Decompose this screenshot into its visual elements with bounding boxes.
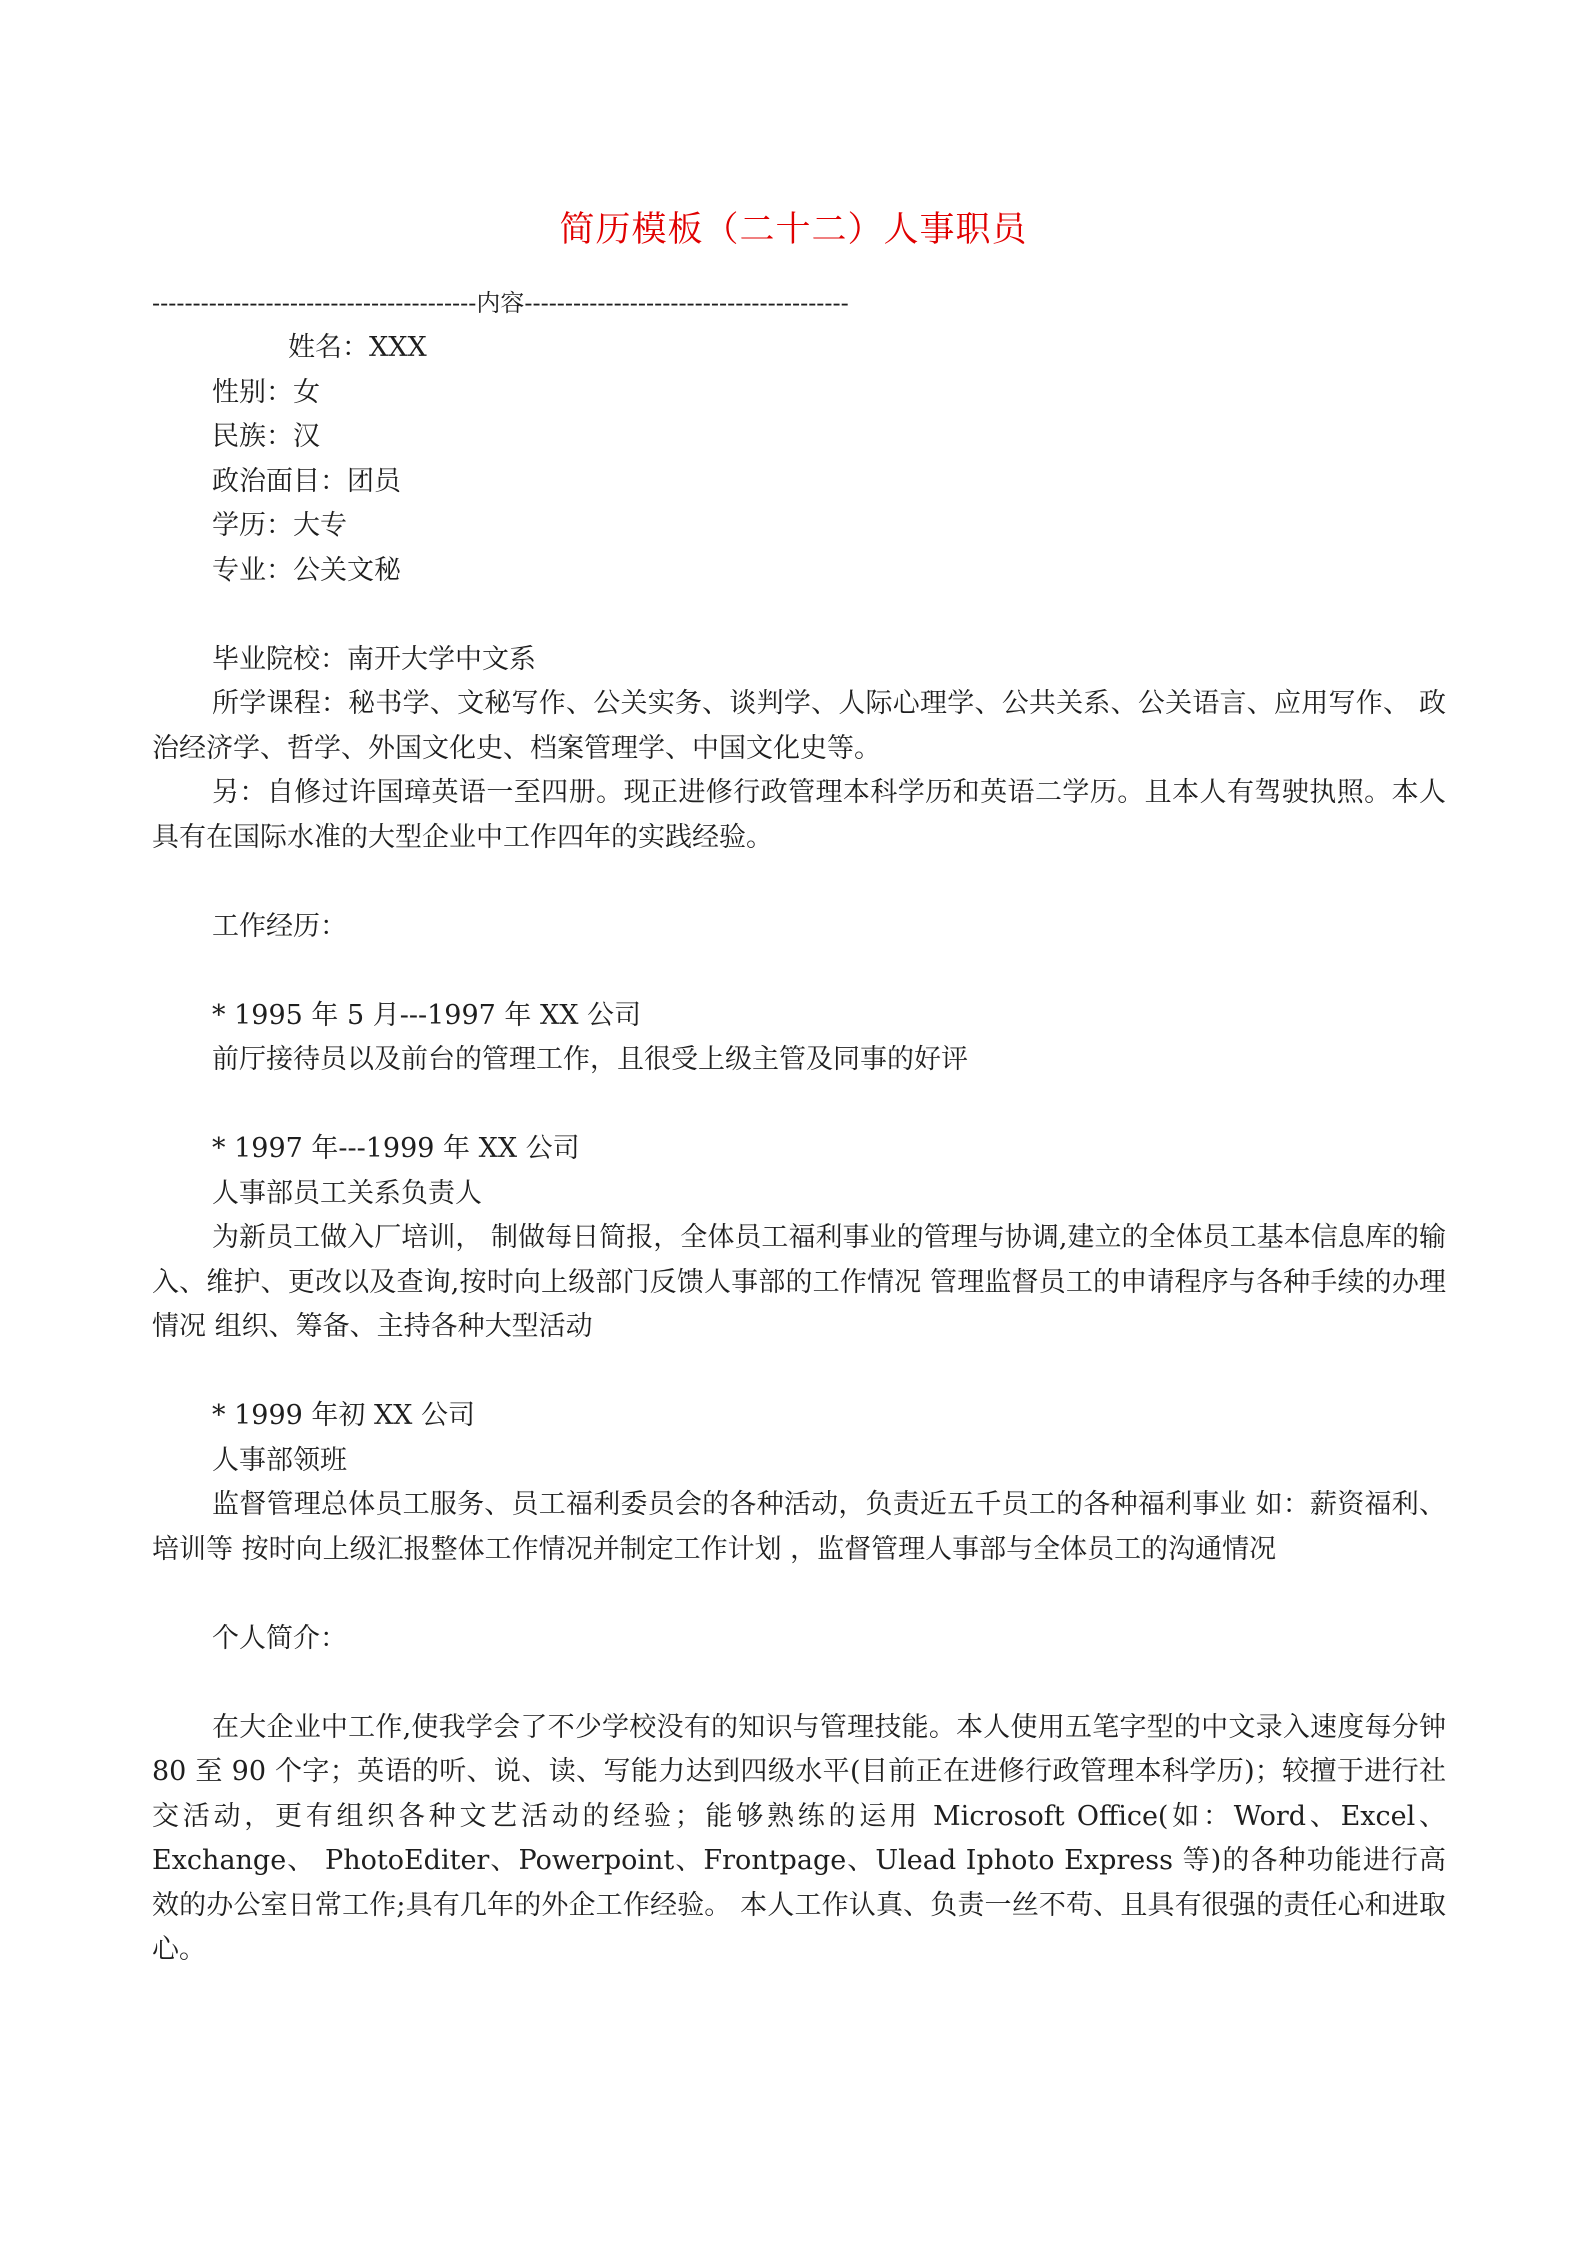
- job-description: 监督管理总体员工服务、员工福利委员会的各种活动，负责近五千员工的各种福利事业 如：薪资福利、培训等 按时向上级汇报整体工作情况并制定工作计划 ，监督管理人事部与全体员工的沟通情况: [152, 1489, 1446, 1565]
- work-heading: 工作经历：: [212, 910, 347, 942]
- spacer: [152, 860, 1446, 905]
- job-position: 前厅接待员以及前台的管理工作，且很受上级主管及同事的好评: [212, 1044, 968, 1075]
- political-status-field: 政治面目：团员: [212, 465, 401, 497]
- gender-field: 性别：女: [212, 376, 320, 408]
- spacer: [152, 949, 1446, 994]
- profile-heading: 个人简介：: [212, 1622, 347, 1654]
- spacer: [152, 1083, 1446, 1128]
- job-period: * 1999 年初 XX 公司: [212, 1400, 475, 1431]
- spacer: [152, 1661, 1446, 1706]
- school-field: 毕业院校：南开大学中文系: [212, 643, 536, 675]
- job-period: * 1995 年 5 月---1997 年 XX 公司: [212, 999, 641, 1031]
- spacer: [152, 1572, 1446, 1617]
- spacer: [152, 593, 1446, 638]
- profile-paragraph: 在大企业中工作,使我学会了不少学校没有的知识与管理技能。本人使用五笔字型的中文录入速度每分钟 80 至 90 个字；英语的听、说、读、写能力达到四级水平(目前正在进修行政管理本科学历)；较擅于进行社交活动，更有组织各种文艺活动的经验；能够熟练的运用 Microsoft Office(如：Word、Excel、Exchange、 PhotoEditer、Powerpoint、Frontpage、Ulead Iphoto Express 等)的各种功能进行高效的办公室日常工作;具有几年的外企工作经验。 本人工作认真、负责一丝不苟、且具有很强的责任心和进取心。: [152, 1711, 1446, 1965]
- ethnicity-field: 民族：汉: [212, 421, 320, 452]
- major-field: 专业：公关文秘: [212, 554, 401, 586]
- additional-paragraph: 另：自修过许国璋英语一至四册。现正进修行政管理本科学历和英语二学历。且本人有驾驶执照。本人具有在国际水准的大型企业中工作四年的实践经验。: [152, 777, 1446, 853]
- document-title: 简历模板（二十二）人事职员: [559, 210, 1028, 250]
- job-position: 人事部领班: [212, 1444, 347, 1476]
- job-period: * 1997 年---1999 年 XX 公司: [212, 1133, 580, 1164]
- job-description: 为新员工做入厂培训， 制做每日简报，全体员工福利事业的管理与协调,建立的全体员工基本信息库的输入、维护、更改以及查询,按时向上级部门反馈人事部的工作情况 管理监督员工的申请程序与各种手续的办理情况 组织、筹备、主持各种大型活动: [152, 1222, 1446, 1342]
- courses-paragraph: 所学课程：秘书学、文秘写作、公关实务、谈判学、人际心理学、公共关系、公关语言、应用写作、 政治经济学、哲学、外国文化史、档案管理学、中国文化史等。: [152, 688, 1446, 764]
- name-field: 姓名：XXX: [288, 332, 427, 363]
- job-position: 人事部员工关系负责人: [212, 1177, 482, 1209]
- education-field: 学历：大专: [212, 510, 347, 541]
- spacer: [152, 1350, 1446, 1395]
- resume-body: [152, 326, 1446, 1973]
- content-divider: ----------------------------------------内容----------------------------------------: [152, 289, 849, 317]
